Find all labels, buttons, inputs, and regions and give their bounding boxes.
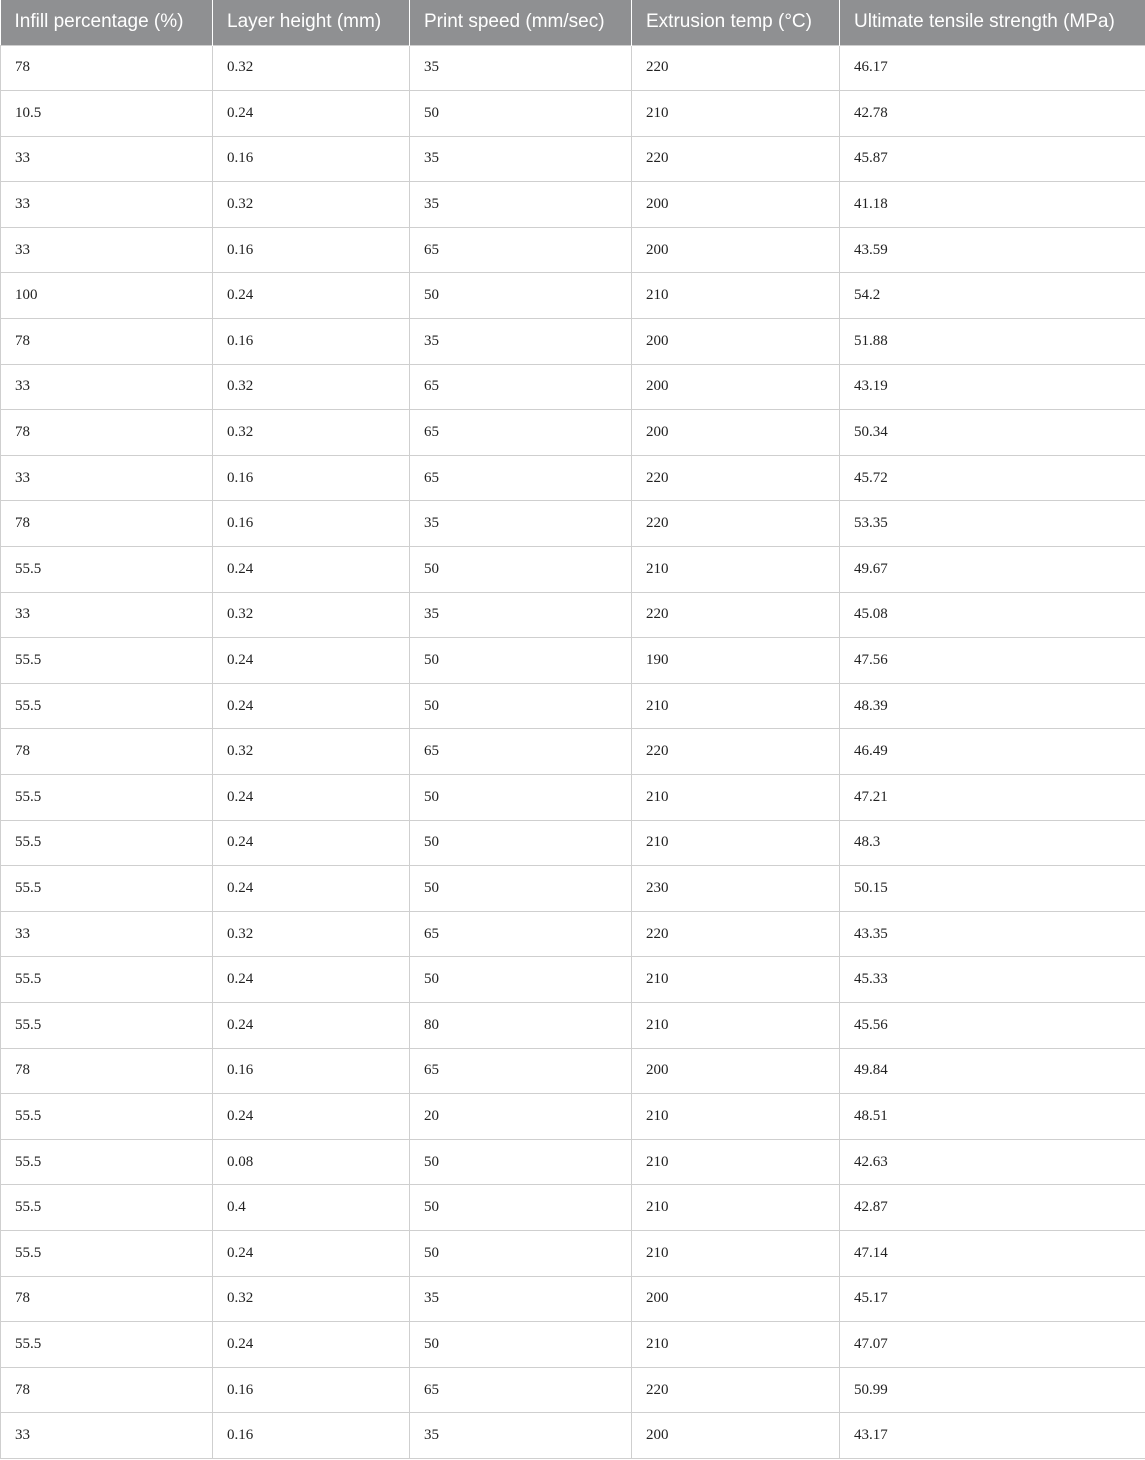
tensile-strength-cell: 41.18 — [840, 182, 1145, 228]
extrusion-temp-cell: 230 — [632, 866, 840, 912]
infill-cell: 55.5 — [1, 1230, 213, 1276]
infill-cell: 78 — [1, 1367, 213, 1413]
infill-cell: 33 — [1, 592, 213, 638]
tensile-strength-cell: 47.07 — [840, 1322, 1145, 1368]
print-speed-cell: 35 — [410, 1276, 632, 1322]
tensile-strength-cell: 45.33 — [840, 957, 1145, 1003]
print-speed-cell: 35 — [410, 1413, 632, 1459]
layer-height-cell: 0.32 — [213, 1276, 410, 1322]
layer-height-cell: 0.16 — [213, 319, 410, 365]
extrusion-temp-cell: 210 — [632, 775, 840, 821]
layer-height-cell: 0.32 — [213, 364, 410, 410]
tensile-strength-cell: 47.21 — [840, 775, 1145, 821]
infill-cell: 55.5 — [1, 1322, 213, 1368]
tensile-strength-cell: 43.19 — [840, 364, 1145, 410]
infill-cell: 78 — [1, 45, 213, 91]
table-row — [1, 45, 1145, 91]
infill-cell: 10.5 — [1, 91, 213, 137]
infill-cell: 33 — [1, 136, 213, 182]
infill-cell: 55.5 — [1, 683, 213, 729]
table-row — [1, 455, 1145, 501]
layer-height-cell: 0.16 — [213, 1413, 410, 1459]
infill-cell: 33 — [1, 455, 213, 501]
layer-height-cell: 0.32 — [213, 729, 410, 775]
table-row — [1, 775, 1145, 821]
layer-height-cell: 0.24 — [213, 1094, 410, 1140]
infill-cell: 33 — [1, 227, 213, 273]
extrusion-temp-cell: 200 — [632, 410, 840, 456]
infill-cell: 55.5 — [1, 1185, 213, 1231]
table-row — [1, 820, 1145, 866]
infill-cell: 55.5 — [1, 1139, 213, 1185]
table-row — [1, 1276, 1145, 1322]
tensile-strength-cell: 43.59 — [840, 227, 1145, 273]
tensile-strength-cell: 54.2 — [840, 273, 1145, 319]
print-speed-cell: 50 — [410, 1185, 632, 1231]
tensile-strength-cell: 45.08 — [840, 592, 1145, 638]
layer-height-cell: 0.24 — [213, 683, 410, 729]
print-speed-cell: 80 — [410, 1002, 632, 1048]
print-speed-cell: 35 — [410, 592, 632, 638]
print-speed-cell: 35 — [410, 136, 632, 182]
layer-height-cell: 0.16 — [213, 1048, 410, 1094]
infill-cell: 33 — [1, 364, 213, 410]
tensile-strength-cell: 47.56 — [840, 638, 1145, 684]
print-speed-cell: 50 — [410, 775, 632, 821]
infill-cell: 78 — [1, 410, 213, 456]
tensile-strength-cell: 45.87 — [840, 136, 1145, 182]
tensile-strength-cell: 48.39 — [840, 683, 1145, 729]
layer-height-cell: 0.24 — [213, 957, 410, 1003]
infill-cell: 55.5 — [1, 820, 213, 866]
layer-height-cell: 0.24 — [213, 1002, 410, 1048]
extrusion-temp-cell: 210 — [632, 1322, 840, 1368]
extrusion-temp-cell: 210 — [632, 1185, 840, 1231]
header-row — [1, 0, 1145, 45]
extrusion-temp-cell: 200 — [632, 1276, 840, 1322]
extrusion-temp-cell: 210 — [632, 1230, 840, 1276]
tensile-strength-cell: 48.3 — [840, 820, 1145, 866]
table-row — [1, 1230, 1145, 1276]
tensile-strength-cell: 46.17 — [840, 45, 1145, 91]
tensile-strength-cell: 42.87 — [840, 1185, 1145, 1231]
print-speed-cell: 35 — [410, 319, 632, 365]
extrusion-temp-cell: 210 — [632, 273, 840, 319]
print-speed-cell: 65 — [410, 455, 632, 501]
table-row — [1, 1002, 1145, 1048]
layer-height-cell: 0.32 — [213, 182, 410, 228]
layer-height-cell: 0.32 — [213, 410, 410, 456]
tensile-strength-cell: 42.78 — [840, 91, 1145, 137]
extrusion-temp-cell: 220 — [632, 45, 840, 91]
layer-height-cell: 0.24 — [213, 91, 410, 137]
infill-cell: 55.5 — [1, 957, 213, 1003]
table-row — [1, 227, 1145, 273]
extrusion-temp-cell: 210 — [632, 957, 840, 1003]
table-row — [1, 592, 1145, 638]
table-row — [1, 866, 1145, 912]
table-row — [1, 364, 1145, 410]
infill-cell: 33 — [1, 1413, 213, 1459]
tensile-strength-cell: 50.34 — [840, 410, 1145, 456]
layer-height-cell: 0.24 — [213, 1322, 410, 1368]
layer-height-cell: 0.16 — [213, 1367, 410, 1413]
print-speed-cell: 65 — [410, 227, 632, 273]
infill-cell: 55.5 — [1, 547, 213, 593]
table-row — [1, 1322, 1145, 1368]
extrusion-temp-cell: 200 — [632, 1413, 840, 1459]
print-speed-cell: 35 — [410, 501, 632, 547]
print-speed-cell: 20 — [410, 1094, 632, 1140]
extrusion-temp-cell: 210 — [632, 683, 840, 729]
extrusion-temp-cell: 200 — [632, 227, 840, 273]
layer-height-cell: 0.24 — [213, 273, 410, 319]
layer-height-cell: 0.24 — [213, 1230, 410, 1276]
table-row — [1, 1367, 1145, 1413]
table-row — [1, 501, 1145, 547]
table-row — [1, 1185, 1145, 1231]
extrusion-temp-cell: 220 — [632, 501, 840, 547]
tensile-strength-cell: 50.15 — [840, 866, 1145, 912]
layer-height-cell: 0.16 — [213, 501, 410, 547]
table-row — [1, 1094, 1145, 1140]
tensile-strength-cell: 43.17 — [840, 1413, 1145, 1459]
tensile-strength-cell: 49.67 — [840, 547, 1145, 593]
print-speed-cell: 50 — [410, 1322, 632, 1368]
print-speed-cell: 50 — [410, 1230, 632, 1276]
layer-height-cell: 0.24 — [213, 547, 410, 593]
extrusion-temp-cell: 200 — [632, 182, 840, 228]
tensile-strength-cell: 47.14 — [840, 1230, 1145, 1276]
table-row — [1, 683, 1145, 729]
layer-height-cell: 0.32 — [213, 45, 410, 91]
table-row — [1, 547, 1145, 593]
table-row — [1, 273, 1145, 319]
table-row — [1, 182, 1145, 228]
infill-cell: 55.5 — [1, 866, 213, 912]
table-row — [1, 638, 1145, 684]
tensile-strength-cell: 51.88 — [840, 319, 1145, 365]
table-row — [1, 911, 1145, 957]
print-speed-cell: 65 — [410, 364, 632, 410]
table-row — [1, 1139, 1145, 1185]
infill-cell: 78 — [1, 729, 213, 775]
print-speed-cell: 65 — [410, 911, 632, 957]
infill-cell: 33 — [1, 911, 213, 957]
column-header-extrusion-temp: Extrusion temp (°C) — [632, 0, 840, 45]
column-header-infill: Infill percentage (%) — [1, 0, 213, 45]
layer-height-cell: 0.16 — [213, 136, 410, 182]
extrusion-temp-cell: 210 — [632, 547, 840, 593]
print-speed-cell: 35 — [410, 45, 632, 91]
print-speed-cell: 50 — [410, 957, 632, 1003]
print-speed-cell: 50 — [410, 820, 632, 866]
infill-cell: 55.5 — [1, 1002, 213, 1048]
tensile-strength-cell: 42.63 — [840, 1139, 1145, 1185]
infill-cell: 78 — [1, 319, 213, 365]
print-speed-cell: 50 — [410, 273, 632, 319]
table-row — [1, 91, 1145, 137]
table-row — [1, 729, 1145, 775]
tensile-strength-cell: 50.99 — [840, 1367, 1145, 1413]
tensile-strength-cell: 45.56 — [840, 1002, 1145, 1048]
table-row — [1, 957, 1145, 1003]
layer-height-cell: 0.32 — [213, 911, 410, 957]
infill-cell: 78 — [1, 501, 213, 547]
layer-height-cell: 0.4 — [213, 1185, 410, 1231]
extrusion-temp-cell: 210 — [632, 820, 840, 866]
extrusion-temp-cell: 220 — [632, 592, 840, 638]
extrusion-temp-cell: 190 — [632, 638, 840, 684]
tensile-strength-cell: 46.49 — [840, 729, 1145, 775]
print-speed-cell: 65 — [410, 1367, 632, 1413]
extrusion-temp-cell: 210 — [632, 91, 840, 137]
layer-height-cell: 0.24 — [213, 866, 410, 912]
tensile-strength-cell: 45.17 — [840, 1276, 1145, 1322]
table-row — [1, 319, 1145, 365]
column-header-tensile-strength: Ultimate tensile strength (MPa) — [840, 0, 1145, 45]
extrusion-temp-cell: 200 — [632, 319, 840, 365]
column-header-print-speed: Print speed (mm/sec) — [410, 0, 632, 45]
infill-cell: 55.5 — [1, 775, 213, 821]
extrusion-temp-cell: 200 — [632, 1048, 840, 1094]
table-row — [1, 1048, 1145, 1094]
layer-height-cell: 0.16 — [213, 455, 410, 501]
infill-cell: 78 — [1, 1048, 213, 1094]
extrusion-temp-cell: 210 — [632, 1002, 840, 1048]
print-speed-cell: 50 — [410, 547, 632, 593]
print-speed-cell: 50 — [410, 866, 632, 912]
tensile-strength-cell: 49.84 — [840, 1048, 1145, 1094]
layer-height-cell: 0.16 — [213, 227, 410, 273]
print-speed-cell: 65 — [410, 729, 632, 775]
table-row — [1, 1413, 1145, 1459]
table-row — [1, 410, 1145, 456]
layer-height-cell: 0.24 — [213, 820, 410, 866]
infill-cell: 78 — [1, 1276, 213, 1322]
extrusion-temp-cell: 200 — [632, 364, 840, 410]
print-speed-cell: 50 — [410, 683, 632, 729]
table-body — [1, 45, 1145, 1458]
infill-cell: 55.5 — [1, 638, 213, 684]
column-header-layer-height: Layer height (mm) — [213, 0, 410, 45]
table-row — [1, 136, 1145, 182]
infill-cell: 33 — [1, 182, 213, 228]
infill-cell: 55.5 — [1, 1094, 213, 1140]
extrusion-temp-cell: 220 — [632, 911, 840, 957]
print-speed-cell: 50 — [410, 638, 632, 684]
extrusion-temp-cell: 220 — [632, 455, 840, 501]
print-speed-cell: 50 — [410, 91, 632, 137]
layer-height-cell: 0.08 — [213, 1139, 410, 1185]
extrusion-temp-cell: 210 — [632, 1094, 840, 1140]
layer-height-cell: 0.24 — [213, 775, 410, 821]
print-speed-cell: 65 — [410, 1048, 632, 1094]
print-speed-cell: 50 — [410, 1139, 632, 1185]
extrusion-temp-cell: 220 — [632, 729, 840, 775]
tensile-strength-cell: 53.35 — [840, 501, 1145, 547]
extrusion-temp-cell: 220 — [632, 136, 840, 182]
print-speed-cell: 35 — [410, 182, 632, 228]
table-header — [1, 0, 1145, 45]
tensile-strength-cell: 48.51 — [840, 1094, 1145, 1140]
print-speed-cell: 65 — [410, 410, 632, 456]
layer-height-cell: 0.32 — [213, 592, 410, 638]
extrusion-temp-cell: 220 — [632, 1367, 840, 1413]
extrusion-temp-cell: 210 — [632, 1139, 840, 1185]
tensile-strength-cell: 43.35 — [840, 911, 1145, 957]
tensile-strength-cell: 45.72 — [840, 455, 1145, 501]
layer-height-cell: 0.24 — [213, 638, 410, 684]
infill-cell: 100 — [1, 273, 213, 319]
